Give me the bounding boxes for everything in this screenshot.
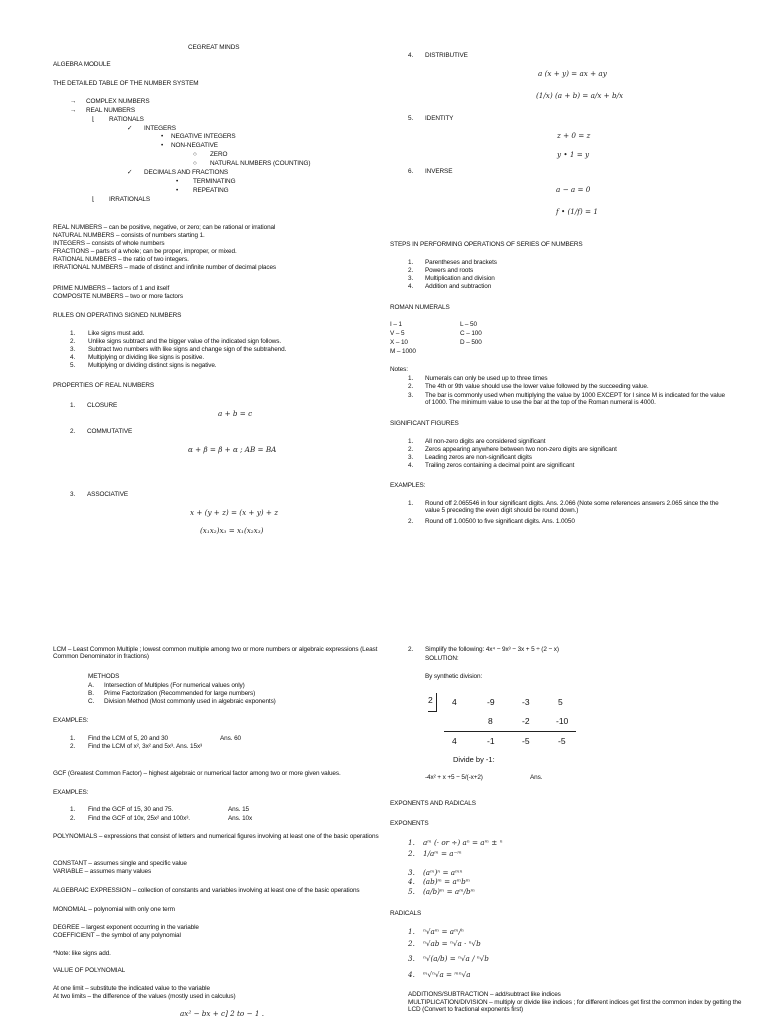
equation: a (x + y) = ax + ay <box>538 69 607 78</box>
property-label: COMMUTATIVE <box>87 428 133 435</box>
divide-note: Divide by -1: <box>453 755 495 764</box>
tree-item: DECIMALS AND FRACTIONS <box>144 169 229 176</box>
one-limit-definition: At one limit – substitute the indicated value to the variable <box>53 985 210 992</box>
list-item: Like signs must add. <box>88 330 145 337</box>
check-icon: ✓ <box>127 169 133 176</box>
roman-cell: V – 5 <box>390 330 405 337</box>
list-number: 2. <box>408 446 414 453</box>
list-item: The bar is commonly used when multiplying the value by 1000 EXCEPT for I since M is indicated for the value of 1000. The minimum value to use the bar at the top of the Roman numeral is 4000. <box>425 392 725 407</box>
equation: 1/aᵐ = a⁻ᵐ <box>423 849 462 858</box>
definition: RATIONAL NUMBERS – the ratio of two integers. <box>53 256 189 263</box>
divisor: 2 <box>428 695 433 705</box>
equation: a − a = 0 <box>556 185 591 194</box>
constant-definition: CONSTANT – assumes single and specific value <box>53 860 187 867</box>
list-number: 2. <box>408 646 414 653</box>
coefficient: 5 <box>558 697 563 707</box>
equation: aᵐ (· or ÷) aⁿ = aᵐ ± ⁿ <box>423 838 503 847</box>
list-item: Trailing zeros containing a decimal point are significant <box>425 462 575 469</box>
tree-item: RATIONALS <box>109 116 144 123</box>
equation: (aᵐ)ⁿ = aᵐⁿ <box>423 868 463 877</box>
examples-label: EXAMPLES: <box>53 717 89 724</box>
list-item: Find the LCM of 5, 20 and 30 <box>88 735 168 742</box>
list-number: 2. <box>408 849 415 858</box>
equation: ⁿ√ab = ⁿ√a · ⁿ√b <box>423 939 481 948</box>
rules-title: RULES ON OPERATING SIGNED NUMBERS <box>53 312 182 319</box>
result: 4 <box>452 736 457 746</box>
definition: FRACTIONS – parts of a whole; can be proper, improper, or mixed. <box>53 248 237 255</box>
tree-item: NON-NEGATIVE <box>171 142 218 149</box>
tree-item: REAL NUMBERS <box>86 107 135 114</box>
monomial-definition: MONOMIAL – polynomial with only one term <box>53 906 175 913</box>
roman-title: ROMAN NUMERALS <box>390 304 450 311</box>
bullet-icon: • <box>176 178 179 185</box>
roman-cell: C – 100 <box>460 330 482 337</box>
list-number: 1. <box>408 438 414 445</box>
variable-definition: VARIABLE – assumes many values <box>53 868 152 875</box>
list-number: 3. <box>408 868 415 877</box>
list-number: 4. <box>408 877 415 886</box>
list-item: Round off 2.065546 in four significant digits. Ans. 2.066 (Note some references answers 2.065 since the the value 5 preceding the even digit should be round down.) <box>425 500 719 515</box>
list-letter: C. <box>88 698 95 705</box>
property-label: DISTRIBUTIVE <box>425 52 468 59</box>
tree-item: NATURAL NUMBERS (COUNTING) <box>210 160 311 167</box>
answer: Ans. 60 <box>220 735 241 742</box>
list-item: Unlike signs subtract and the bigger value of the indicated sign follows. <box>88 338 282 345</box>
bracket-icon: ⌊ <box>92 196 95 203</box>
product: -10 <box>556 716 569 726</box>
gcf-definition: GCF (Greatest Common Factor) – highest algebraic or numerical factor among two or more given values. <box>53 770 341 777</box>
list-item: Numerals can only be used up to three times <box>425 375 548 382</box>
product: -2 <box>522 716 530 726</box>
equation: y • 1 = y <box>557 150 590 159</box>
list-number: 4. <box>408 52 414 59</box>
coefficient: -9 <box>487 697 495 707</box>
bullet-icon: • <box>176 187 179 194</box>
definition: REAL NUMBERS – can be positive, negative, or zero; can be rational or irrational <box>53 224 276 231</box>
equation: x + (y + z) = (x + y) + z <box>190 508 278 517</box>
check-icon: ✓ <box>127 125 133 132</box>
result: -5 <box>522 736 530 746</box>
list-number: 1. <box>70 330 76 337</box>
circle-icon: ○ <box>193 151 197 158</box>
prime-definition: PRIME NUMBERS – factors of 1 and itself <box>53 285 170 292</box>
answer: Ans. 10x <box>228 815 253 822</box>
bullet-icon: • <box>161 133 164 140</box>
methods-title: METHODS <box>88 673 120 680</box>
equation: (1/x) (a + b) = a/x + b/x <box>536 91 624 100</box>
list-item: Find the GCF of 15, 30 and 75. <box>88 806 174 813</box>
algebraic-expression-definition: ALGEBRAIC EXPRESSION – collection of constants and variables involving at least one of the basic operations <box>53 887 360 894</box>
equation: ᵐ√ⁿ√a = ᵐⁿ√a <box>423 970 471 979</box>
exponents-radicals-title: EXPONENTS AND RADICALS <box>390 800 476 807</box>
composite-definition: COMPOSITE NUMBERS – two or more factors <box>53 293 183 300</box>
list-number: 2. <box>408 939 415 948</box>
list-number: 6. <box>408 168 414 175</box>
definition: NATURAL NUMBERS – consists of numbers starting 1. <box>53 232 205 239</box>
list-item: Find the LCM of x², 3x² and 5x³. Ans. 15x³ <box>88 743 203 750</box>
list-number: 5. <box>408 887 415 896</box>
tree-item: NEGATIVE INTEGERS <box>171 133 236 140</box>
sum-line <box>444 731 576 732</box>
list-number: 3. <box>408 392 414 399</box>
property-label: CLOSURE <box>87 402 118 409</box>
synthetic-label: By synthetic division: <box>425 673 483 680</box>
coefficient: -3 <box>522 697 530 707</box>
list-number: 1. <box>70 735 76 742</box>
two-limits-definition: At two limits – the difference of the values (mostly used in calculus) <box>53 993 236 1000</box>
list-item: Intersection of Multiples (For numerical values only) <box>104 682 245 689</box>
final-answer: -4x² + x +5 − 5/(-x+2) <box>425 774 483 781</box>
module-title: ALGEBRA MODULE <box>53 61 111 68</box>
list-number: 1. <box>408 838 415 847</box>
tree-item: ZERO <box>210 151 228 158</box>
list-number: 3. <box>408 454 414 461</box>
definition: INTEGERS – consists of whole numbers <box>53 240 165 247</box>
lcm-definition: LCM – Least Common Multiple ; lowest common multiple among two or more numbers or algebraic expressions (Least Common Denominator in fractions) <box>53 646 378 661</box>
bracket-icon: ⌊ <box>92 116 95 123</box>
list-item: Round off 1.00500 to five significant digits. Ans. 1.0050 <box>425 518 575 525</box>
notes-label: Notes: <box>390 366 408 373</box>
tree-item: REPEATING <box>193 187 229 194</box>
list-number: 1. <box>70 806 76 813</box>
list-item: Leading zeros are non-significant digits <box>425 454 532 461</box>
list-number: 3. <box>408 275 414 282</box>
tree-item: COMPLEX NUMBERS <box>86 98 150 105</box>
equation: ⁿ√aᵐ = aᵐ/ⁿ <box>423 927 464 936</box>
equation: (a/b)ᵐ = aᵐ/bᵐ <box>423 887 476 896</box>
list-number: 3. <box>70 346 76 353</box>
roman-cell: D – 500 <box>460 339 482 346</box>
property-label: ASSOCIATIVE <box>87 491 129 498</box>
list-item: Multiplying or dividing distinct signs is negative. <box>88 362 217 369</box>
equation: f • (1/f) = 1 <box>556 207 598 216</box>
limit-formula: ax² − bx + c] 2 to − 1 . <box>180 1009 264 1018</box>
tree-item: INTEGERS <box>144 125 176 132</box>
equation: (ab)ᵐ = aᵐbᵐ <box>423 877 471 886</box>
radicals-title: RADICALS <box>390 910 422 917</box>
degree-definition: DEGREE – largest exponent occurring in the variable <box>53 924 199 931</box>
simplify-problem: Simplify the following: 4x⁴ − 9x³ − 3x + 5 ÷ (2 − x) <box>425 646 559 653</box>
roman-cell: M – 1000 <box>390 348 416 355</box>
list-item: Multiplying or dividing like signs is positive. <box>88 354 205 361</box>
number-system-title: THE DETAILED TABLE OF THE NUMBER SYSTEM <box>53 80 199 87</box>
tree-item: TERMINATING <box>193 178 236 185</box>
list-number: 4. <box>408 970 415 979</box>
list-number: 2. <box>70 428 76 435</box>
equation: (x₁x₂)x₃ = x₁(x₂x₃) <box>200 526 264 535</box>
list-number: 5. <box>408 115 414 122</box>
exponents-title: EXPONENTS <box>390 820 429 827</box>
properties-title: PROPERTIES OF REAL NUMBERS <box>53 382 155 389</box>
answer-label: Ans. <box>530 774 543 781</box>
roman-cell: X – 10 <box>390 339 408 346</box>
list-item: Prime Factorization (Recommended for large numbers) <box>104 690 256 697</box>
list-number: 3. <box>70 491 76 498</box>
property-label: INVERSE <box>425 168 453 175</box>
equation: ⁿ√(a/b) = ⁿ√a / ⁿ√b <box>423 954 489 963</box>
list-number: 2. <box>70 815 76 822</box>
list-number: 1. <box>70 402 76 409</box>
list-number: 2. <box>408 267 414 274</box>
steps-title: STEPS IN PERFORMING OPERATIONS OF SERIES OF NUMBERS <box>390 241 583 248</box>
list-item: Parentheses and brackets <box>425 259 497 266</box>
list-item: Find the GCF of 10x, 25x² and 100x³. <box>88 815 190 822</box>
answer: Ans. 15 <box>228 806 249 813</box>
sigfig-title: SIGNIFICANT FIGURES <box>390 420 459 427</box>
list-number: 2. <box>70 743 76 750</box>
note: *Note: like signs add. <box>53 950 111 957</box>
list-number: 5. <box>70 362 76 369</box>
divisor-bracket-vertical <box>436 693 437 711</box>
list-item: All non-zero digits are considered significant <box>425 438 546 445</box>
list-number: 4. <box>70 354 76 361</box>
solution-label: SOLUTION: <box>425 655 459 662</box>
coefficient-definition: COEFFICIENT – the symbol of any polynomial <box>53 932 181 939</box>
list-item: Division Method (Most commonly used in algebraic exponents) <box>104 698 276 705</box>
multiplication-division-rule: MULTIPLICATION/DIVISION – multiply or divide like indices ; for different indices get first the common index by getting the LCD (Convert to fractional exponents first) <box>408 999 742 1014</box>
list-number: 1. <box>408 375 414 382</box>
list-number: 4. <box>408 462 414 469</box>
list-number: 1. <box>408 259 414 266</box>
document-header: CEGREAT MINDS <box>188 44 240 51</box>
list-number: 2. <box>70 338 76 345</box>
result: -5 <box>558 736 566 746</box>
list-item: The 4th or 9th value should use the lower value followed by the succeeding value. <box>425 383 649 390</box>
roman-cell: L – 50 <box>460 321 477 328</box>
result: -1 <box>487 736 495 746</box>
list-item: Subtract two numbers with like signs and change sign of the subtrahend. <box>88 346 287 353</box>
coefficient: 4 <box>452 697 457 707</box>
property-label: IDENTITY <box>425 115 454 122</box>
definition: IRRATIONAL NUMBERS – made of distinct and infinite number of decimal places <box>53 264 277 271</box>
roman-cell: I – 1 <box>390 321 402 328</box>
list-letter: B. <box>88 690 95 697</box>
bullet-icon: • <box>161 142 164 149</box>
list-item: Multiplication and division <box>425 275 495 282</box>
list-item: Powers and roots <box>425 267 474 274</box>
arrow-icon: → <box>70 98 77 105</box>
list-number: 2. <box>408 518 414 525</box>
addition-subtraction-rule: ADDITIONS/SUBTRACTION – add/subtract like indices <box>408 991 561 998</box>
equation: a + b = c <box>218 409 253 418</box>
product: 8 <box>488 716 493 726</box>
equation: α + β = β + α ; AB = BA <box>188 445 277 454</box>
list-item: Addition and subtraction <box>425 283 492 290</box>
list-number: 2. <box>408 383 414 390</box>
polynomials-definition: POLYNOMIALS – expressions that consist of letters and numerical figures involving at least one of the basic operations <box>53 833 379 840</box>
circle-icon: ○ <box>193 160 197 167</box>
list-letter: A. <box>88 682 95 689</box>
list-number: 1. <box>408 500 414 507</box>
arrow-icon: → <box>70 107 77 114</box>
divisor-bracket-horizontal <box>428 711 437 712</box>
list-item: Zeros appearing anywhere between two non-zero digits are significant <box>425 446 617 453</box>
value-polynomial-title: VALUE OF POLYNOMIAL <box>53 967 126 974</box>
examples-label: EXAMPLES: <box>390 482 426 489</box>
examples-label: EXAMPLES: <box>53 789 89 796</box>
list-number: 4. <box>408 283 414 290</box>
equation: z + 0 = z <box>557 131 591 140</box>
list-number: 1. <box>408 927 415 936</box>
list-number: 3. <box>408 954 415 963</box>
tree-item: IRRATIONALS <box>109 196 151 203</box>
